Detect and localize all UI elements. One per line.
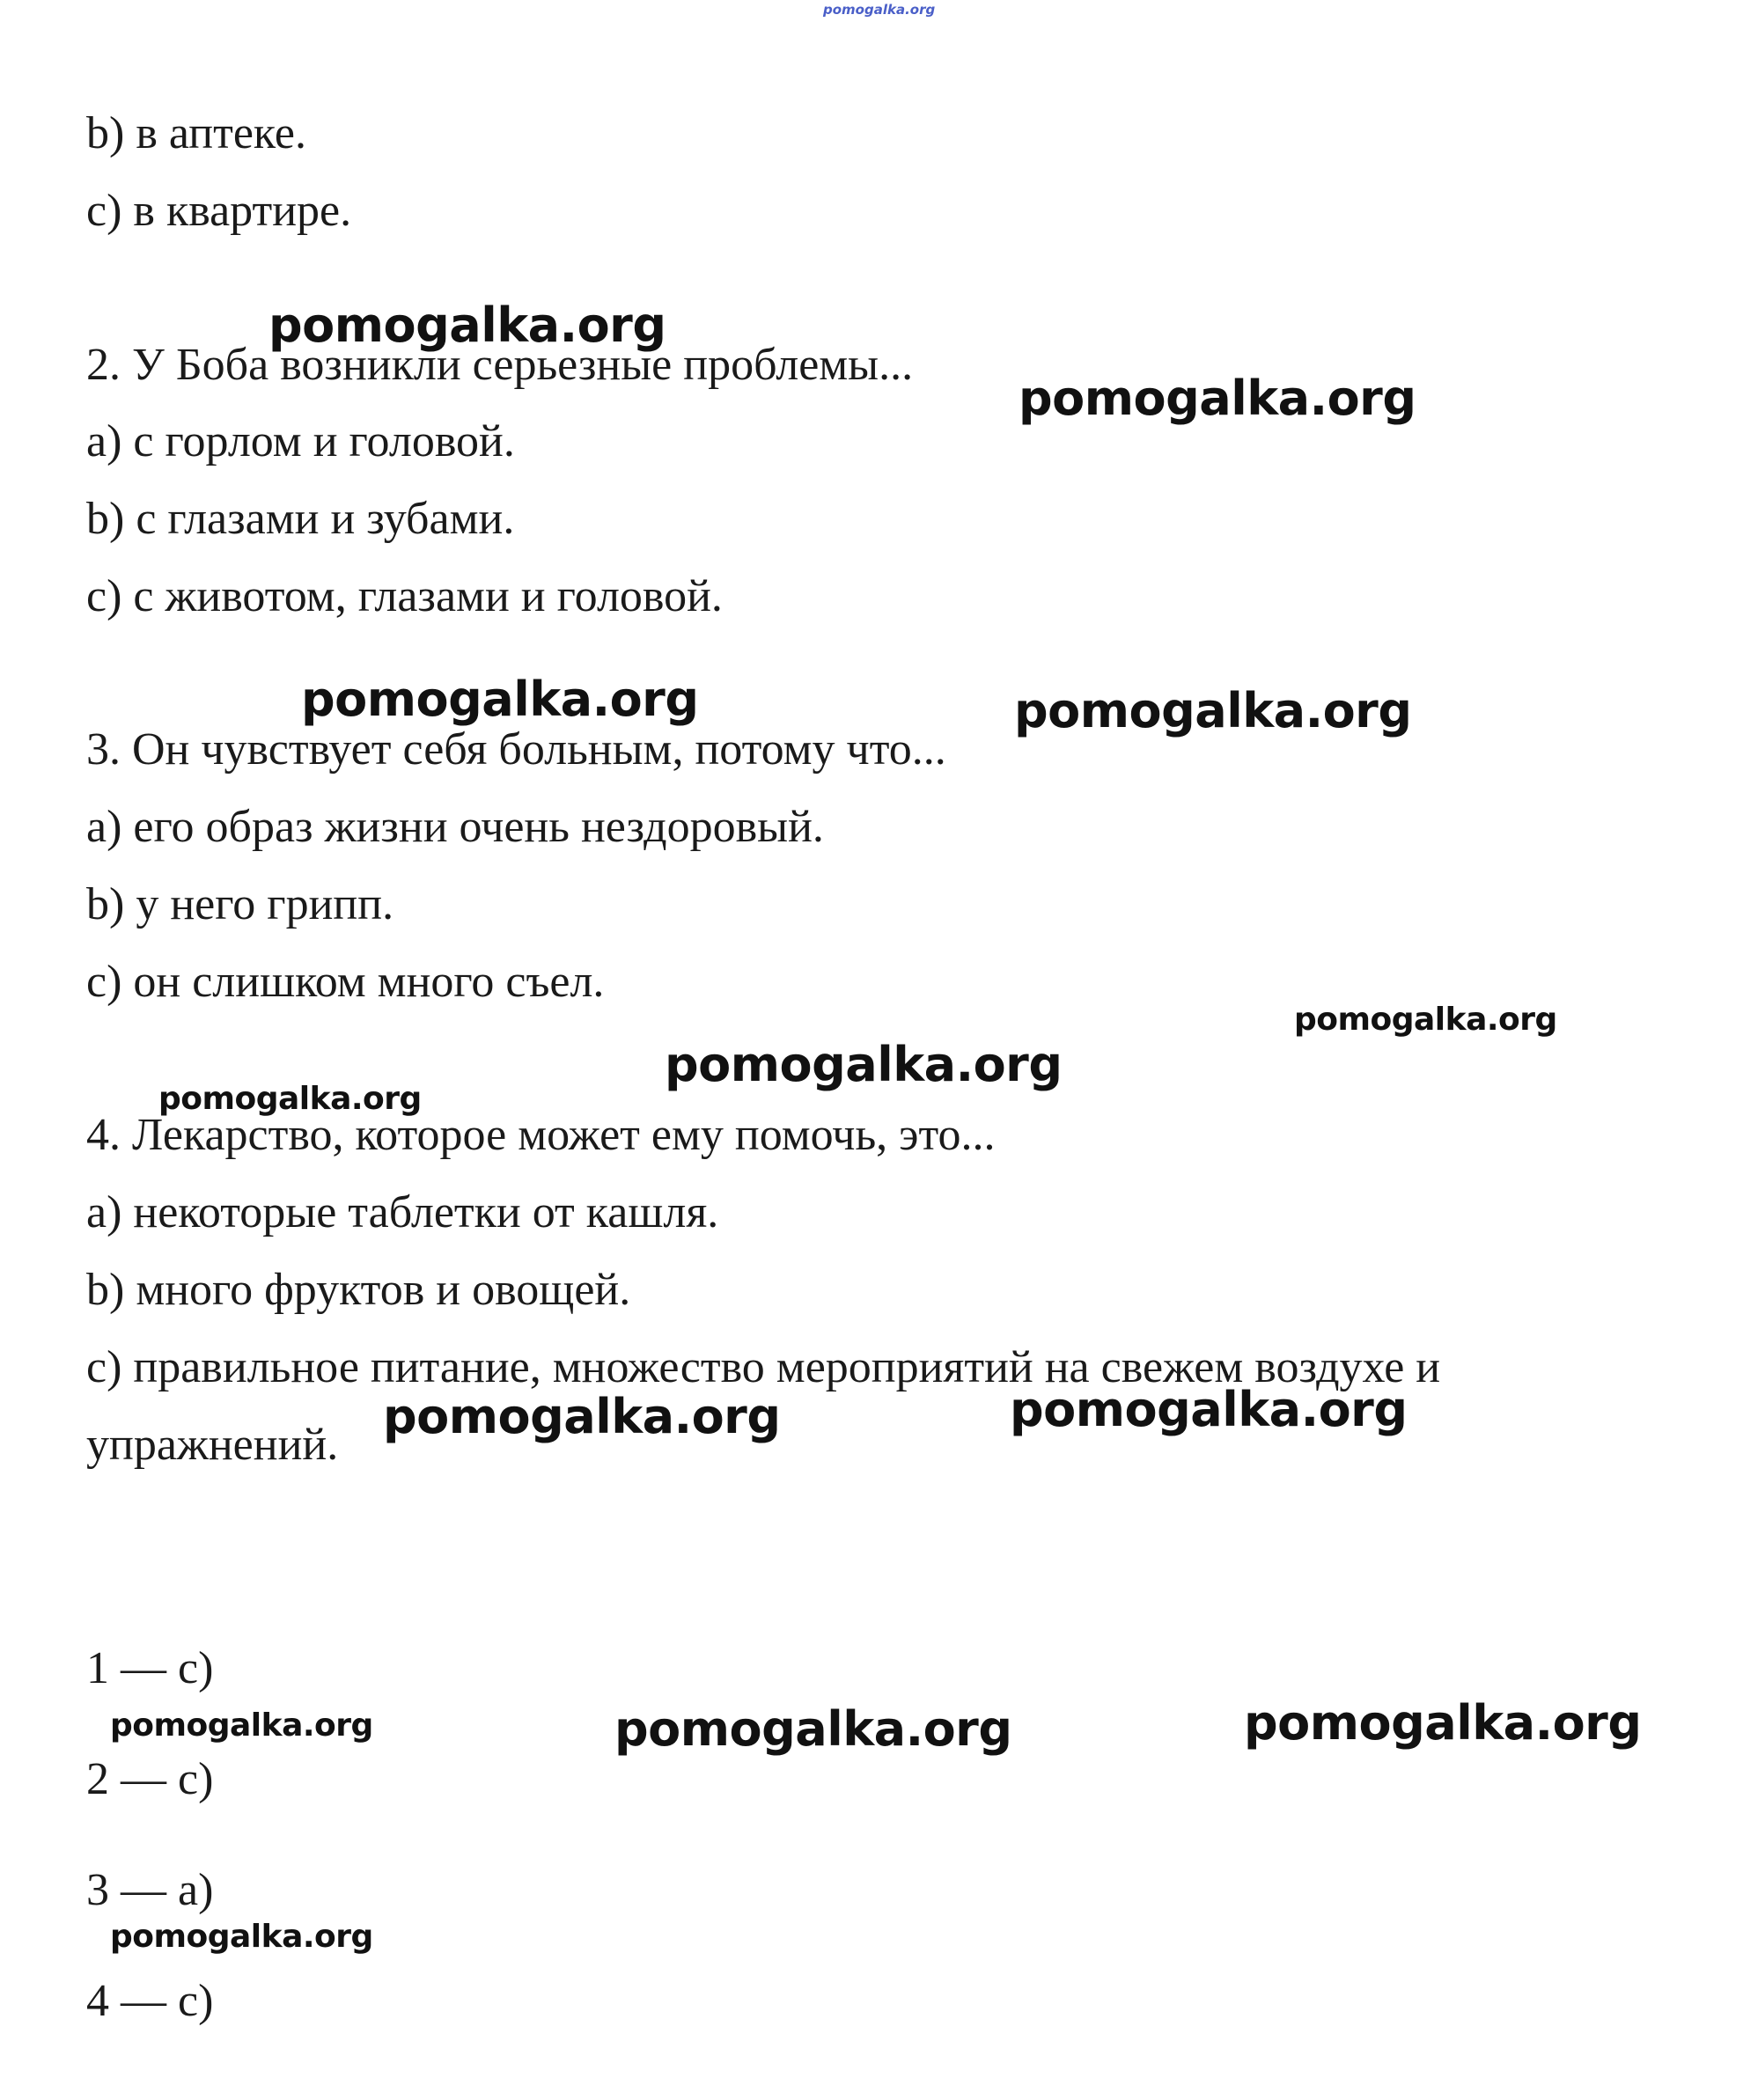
q4-option-b: b) много фруктов и овощей. bbox=[86, 1265, 631, 1315]
q2-question: 2. У Боба возникли серьезные проблемы... bbox=[86, 340, 914, 390]
answer-4: 4 — с) bbox=[86, 1976, 214, 2026]
q3-question: 3. Он чувствует себя больным, потому что... bbox=[86, 724, 946, 775]
q3-option-a: a) его образ жизни очень нездоровый. bbox=[86, 802, 824, 852]
watermark: pomogalka.org bbox=[110, 1919, 373, 1955]
q2-option-a: a) с горлом и головой. bbox=[86, 416, 515, 466]
q4-option-a: a) некоторые таблетки от кашля. bbox=[86, 1187, 719, 1237]
watermark: pomogalka.org bbox=[1010, 1382, 1408, 1437]
answer-1: 1 — с) bbox=[86, 1643, 214, 1693]
watermark: pomogalka.org bbox=[158, 1081, 422, 1117]
q4-option-c: c) правильное питание, множество мероприятий на свежем воздухе и bbox=[86, 1342, 1441, 1392]
watermark: pomogalka.org bbox=[614, 1701, 1012, 1757]
q4-question: 4. Лекарство, которое может ему помочь, это... bbox=[86, 1110, 996, 1160]
watermark: pomogalka.org bbox=[1294, 1002, 1557, 1038]
q4-option-c-continued: упражнений. bbox=[86, 1420, 339, 1470]
watermark: pomogalka.org bbox=[1019, 371, 1416, 426]
watermark: pomogalka.org bbox=[301, 672, 699, 727]
q3-option-b: b) у него грипп. bbox=[86, 879, 394, 929]
watermark: pomogalka.org bbox=[383, 1389, 781, 1444]
q1-option-b: b) в аптеке. bbox=[86, 108, 306, 158]
q1-option-c: c) в квартире. bbox=[86, 186, 352, 236]
answer-2: 2 — с) bbox=[86, 1754, 214, 1804]
watermark: pomogalka.org bbox=[110, 1707, 373, 1744]
watermark: pomogalka.org bbox=[665, 1037, 1063, 1092]
watermark: pomogalka.org bbox=[1244, 1695, 1642, 1751]
q3-option-c: c) он слишком много съел. bbox=[86, 957, 605, 1007]
watermark: pomogalka.org bbox=[268, 297, 666, 353]
watermark: pomogalka.org bbox=[1014, 683, 1412, 738]
top-watermark: pomogalka.org bbox=[823, 2, 936, 18]
answer-3: 3 — а) bbox=[86, 1865, 214, 1915]
q2-option-b: b) с глазами и зубами. bbox=[86, 494, 515, 544]
q2-option-c: c) с животом, глазами и головой. bbox=[86, 571, 723, 621]
